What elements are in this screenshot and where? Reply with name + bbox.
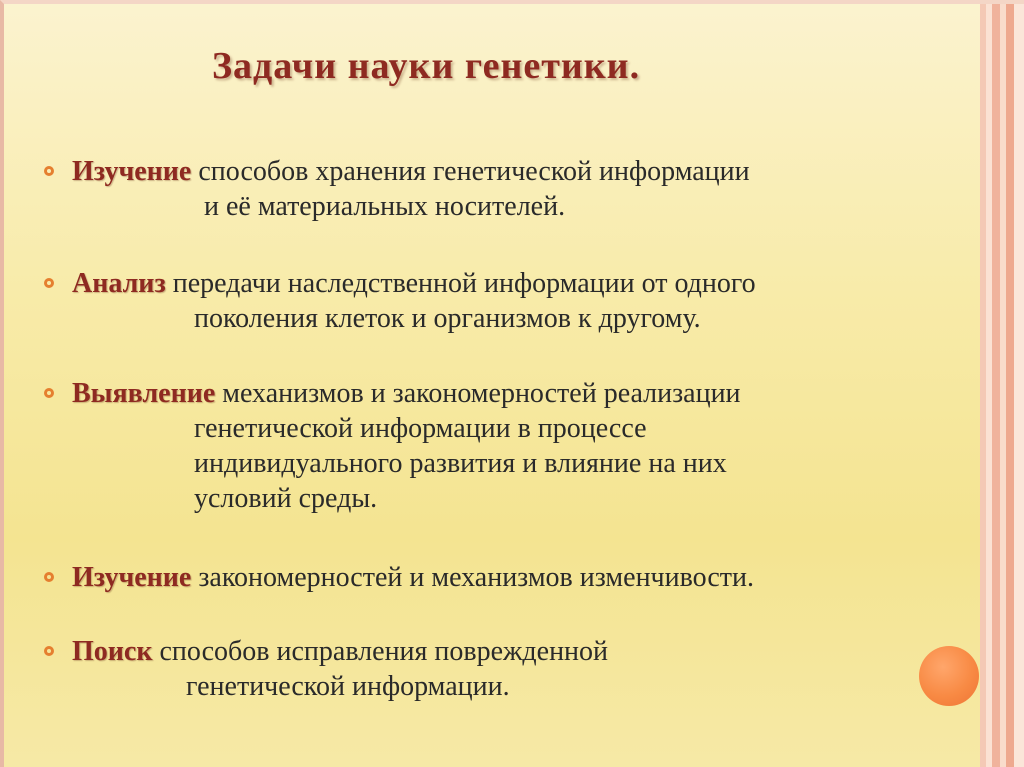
bullet-keyword: Анализ (72, 268, 166, 299)
bullet-marker-icon (44, 572, 54, 582)
bullet-text: закономерностей и механизмов изменчивости. (191, 562, 754, 593)
bullet-continuation-line: индивидуального развития и влияние на них (194, 448, 727, 479)
bullet-first-line (44, 560, 914, 595)
bullet-continuation-line: генетической информации в процессе (194, 413, 647, 444)
bullet-first-line (44, 634, 914, 669)
slide-title: Задачи науки генетики. (212, 45, 641, 87)
bullet-marker-icon (44, 166, 54, 176)
bullet-text: передачи наследственной информации от одного (165, 268, 756, 299)
bullet-list (4, 4, 1024, 767)
bullet-item (44, 560, 914, 595)
bullet-continuation-line: поколения клеток и организмов к другому. (194, 303, 701, 334)
bullet-item (44, 154, 914, 224)
bullet-text: способов исправления поврежденной (152, 636, 609, 667)
bullet-keyword: Изучение (72, 156, 192, 187)
bullet-item (44, 376, 914, 516)
bullet-marker-icon (44, 646, 54, 656)
bullet-continuation-line: генетической информации. (186, 671, 510, 702)
bullet-first-line (44, 376, 914, 411)
bullet-text: механизмов и закономерностей реализации (215, 378, 741, 409)
bullet-keyword: Выявление (72, 378, 216, 409)
bullet-keyword: Изучение (72, 562, 192, 593)
bullet-marker-icon (44, 388, 54, 398)
bullet-first-line (44, 154, 914, 189)
bullet-continuation-line: и её материальных носителей. (204, 191, 566, 222)
orange-circle-icon (919, 646, 979, 706)
bullet-first-line (44, 266, 914, 301)
bullet-item (44, 634, 914, 704)
bullet-marker-icon (44, 278, 54, 288)
bullet-item (44, 266, 914, 336)
bullet-text: способов хранения генетической информации (191, 156, 750, 187)
bullet-keyword: Поиск (72, 636, 153, 667)
bullet-continuation-line: условий среды. (194, 483, 378, 514)
